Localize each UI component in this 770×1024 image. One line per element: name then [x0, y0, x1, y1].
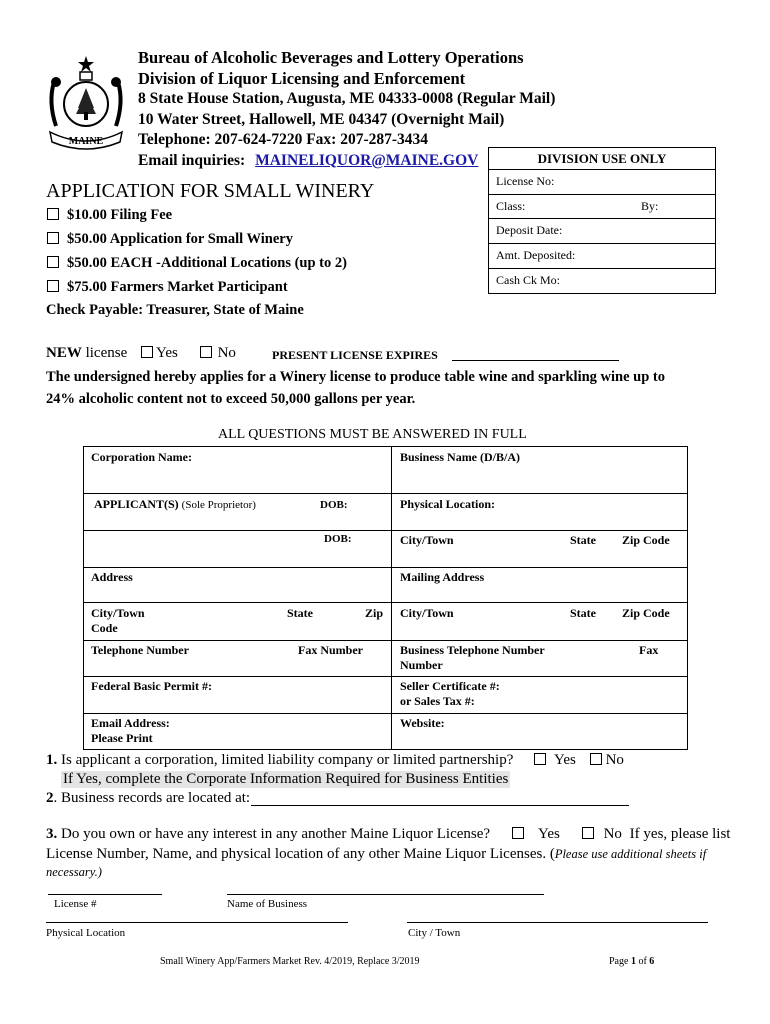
- application-fee-checkbox[interactable]: [47, 232, 59, 244]
- seal-text: MAINE: [68, 136, 104, 147]
- q3-yes-checkbox[interactable]: [512, 827, 524, 839]
- mailing-city-town[interactable]: City/Town: [400, 606, 454, 620]
- mailing-state[interactable]: State: [570, 606, 596, 620]
- maine-state-seal: [42, 52, 130, 152]
- division-use-only-box: [488, 147, 716, 294]
- email-link[interactable]: MAINELIQUOR@MAINE.GOV: [255, 151, 479, 169]
- overnight-mail-address: 10 Water Street, Hallowell, ME 04347 (Overnight Mail): [138, 110, 505, 128]
- q1-yes-checkbox[interactable]: [534, 753, 546, 765]
- new-license-row: [46, 345, 236, 362]
- form-title: APPLICATION FOR SMALL WINERY: [46, 180, 375, 202]
- corporation-name-field[interactable]: Corporation Name:: [91, 450, 192, 464]
- fee-additional-locations[interactable]: $50.00 EACH -Additional Locations (up to 2): [47, 255, 347, 272]
- farmers-market-checkbox[interactable]: [47, 280, 59, 292]
- applicants-field[interactable]: [94, 497, 256, 513]
- fee-application[interactable]: $50.00 Application for Small Winery: [47, 231, 293, 248]
- city-town-line[interactable]: [407, 922, 708, 923]
- mailing-zip-code[interactable]: Zip Code: [622, 606, 670, 620]
- dob-field-1[interactable]: DOB:: [320, 499, 348, 511]
- fee-filing[interactable]: $10.00 Filing Fee: [47, 207, 172, 224]
- class-field[interactable]: Class: By:: [489, 194, 715, 218]
- present-license-expires-field[interactable]: [452, 360, 619, 361]
- question-1-note: If Yes, complete the Corporate Information Required for Business Entities: [63, 771, 509, 787]
- physical-location-field[interactable]: Physical Location:: [400, 497, 495, 511]
- left-city-town[interactable]: City/Town Code: [91, 606, 145, 635]
- federal-basic-permit-field[interactable]: Federal Basic Permit #:: [91, 679, 212, 693]
- physical-zip-code[interactable]: Zip Code: [622, 533, 670, 547]
- statement-line-1: The undersigned hereby applies for a Winery license to produce table wine and sparkling wine up to: [46, 369, 666, 385]
- seller-certificate-field[interactable]: Seller Certificate #: or Sales Tax #:: [400, 679, 500, 708]
- regular-mail-address: 8 State House Station, Augusta, ME 04333-0008 (Regular Mail): [138, 90, 556, 107]
- q1-no-checkbox[interactable]: [590, 753, 602, 765]
- business-records-location-field[interactable]: [251, 805, 629, 806]
- address-field[interactable]: Address: [91, 570, 133, 584]
- deposit-date-field[interactable]: Deposit Date:: [489, 218, 715, 243]
- email-label: Email inquiries:: [138, 151, 246, 169]
- business-fax-field[interactable]: Fax: [639, 643, 659, 657]
- website-field[interactable]: Website:: [400, 716, 445, 730]
- question-3-line-3: necessary.): [46, 865, 102, 879]
- amt-deposited-field[interactable]: Amt. Deposited:: [489, 243, 715, 268]
- additional-locations-checkbox[interactable]: [47, 256, 59, 268]
- physical-location-label: Physical Location: [46, 927, 126, 939]
- name-of-business-line[interactable]: [227, 894, 544, 895]
- telephone-fax: Telephone: 207-624-7220 Fax: 207-287-3434: [138, 131, 429, 148]
- applicant-info-table: [83, 446, 688, 750]
- business-name-field[interactable]: Business Name (D/B/A): [400, 450, 521, 464]
- physical-location-line[interactable]: [46, 922, 348, 923]
- question-1-options: Yes No: [534, 752, 624, 769]
- name-of-business-label: Name of Business: [227, 898, 308, 910]
- division-title: Division of Liquor Licensing and Enforcement: [138, 68, 466, 88]
- sole-proprietor-label: (Sole Proprietor): [181, 499, 256, 511]
- city-town-label: City / Town: [408, 927, 461, 939]
- division-use-only-title: DIVISION USE ONLY: [537, 151, 667, 166]
- bureau-title: Bureau of Alcoholic Beverages and Lottery Operations: [138, 48, 524, 67]
- fax-number-field[interactable]: Fax Number: [298, 643, 363, 657]
- license-no-field[interactable]: License No:: [489, 169, 715, 194]
- telephone-number-field[interactable]: Telephone Number: [91, 643, 189, 657]
- left-state[interactable]: State: [287, 606, 313, 620]
- check-payable: Check Payable: Treasurer, State of Maine: [46, 302, 304, 318]
- by-label: By:: [641, 199, 659, 213]
- license-number-label: License #: [54, 898, 97, 910]
- license-number-line[interactable]: [48, 894, 162, 895]
- question-3-line-2: License Number, Name, and physical location of any other Maine Liquor Licenses. (Please use additional sheets if: [46, 846, 707, 862]
- license-word: license: [85, 345, 128, 361]
- filing-fee-checkbox[interactable]: [47, 208, 59, 220]
- question-3-options: Yes No If yes, please list: [512, 826, 730, 843]
- q3-no-checkbox[interactable]: [582, 827, 594, 839]
- email-address-field[interactable]: Email Address: Please Print: [91, 716, 170, 745]
- business-telephone-field[interactable]: Business Telephone Number Number: [400, 643, 545, 672]
- dob-field-2[interactable]: DOB:: [324, 533, 352, 545]
- all-questions-heading: ALL QUESTIONS MUST BE ANSWERED IN FULL: [218, 427, 527, 442]
- fee-farmers-market[interactable]: $75.00 Farmers Market Participant: [47, 279, 288, 296]
- new-license-yes-label: Yes: [156, 345, 178, 361]
- applicants-label: APPLICANT(S): [94, 497, 179, 511]
- new-license-yes-checkbox[interactable]: [141, 346, 153, 358]
- physical-city-town[interactable]: City/Town: [400, 533, 454, 547]
- question-3: 3. Do you own or have any interest in any another Maine Liquor License?: [46, 826, 491, 842]
- new-label: NEW: [46, 345, 82, 361]
- statement-line-2: 24% alcoholic content not to exceed 50,000 gallons per year.: [46, 391, 416, 407]
- footer-page-number: Page 1 of 6: [609, 956, 655, 967]
- new-license-no-label: No: [217, 345, 236, 361]
- question-2: 2. Business records are located at:: [46, 790, 251, 806]
- mailing-address-field[interactable]: Mailing Address: [400, 570, 485, 584]
- footer-revision: Small Winery App/Farmers Market Rev. 4/2019, Replace 3/2019: [160, 956, 420, 967]
- physical-state[interactable]: State: [570, 533, 596, 547]
- left-zip[interactable]: Zip: [365, 606, 384, 620]
- cash-ck-mo-field[interactable]: Cash Ck Mo:: [489, 268, 715, 292]
- present-license-expires-label: PRESENT LICENSE EXPIRES: [272, 348, 438, 362]
- new-license-no-checkbox[interactable]: [200, 346, 212, 358]
- question-1: 1. Is applicant a corporation, limited liability company or limited partnership?: [46, 752, 514, 768]
